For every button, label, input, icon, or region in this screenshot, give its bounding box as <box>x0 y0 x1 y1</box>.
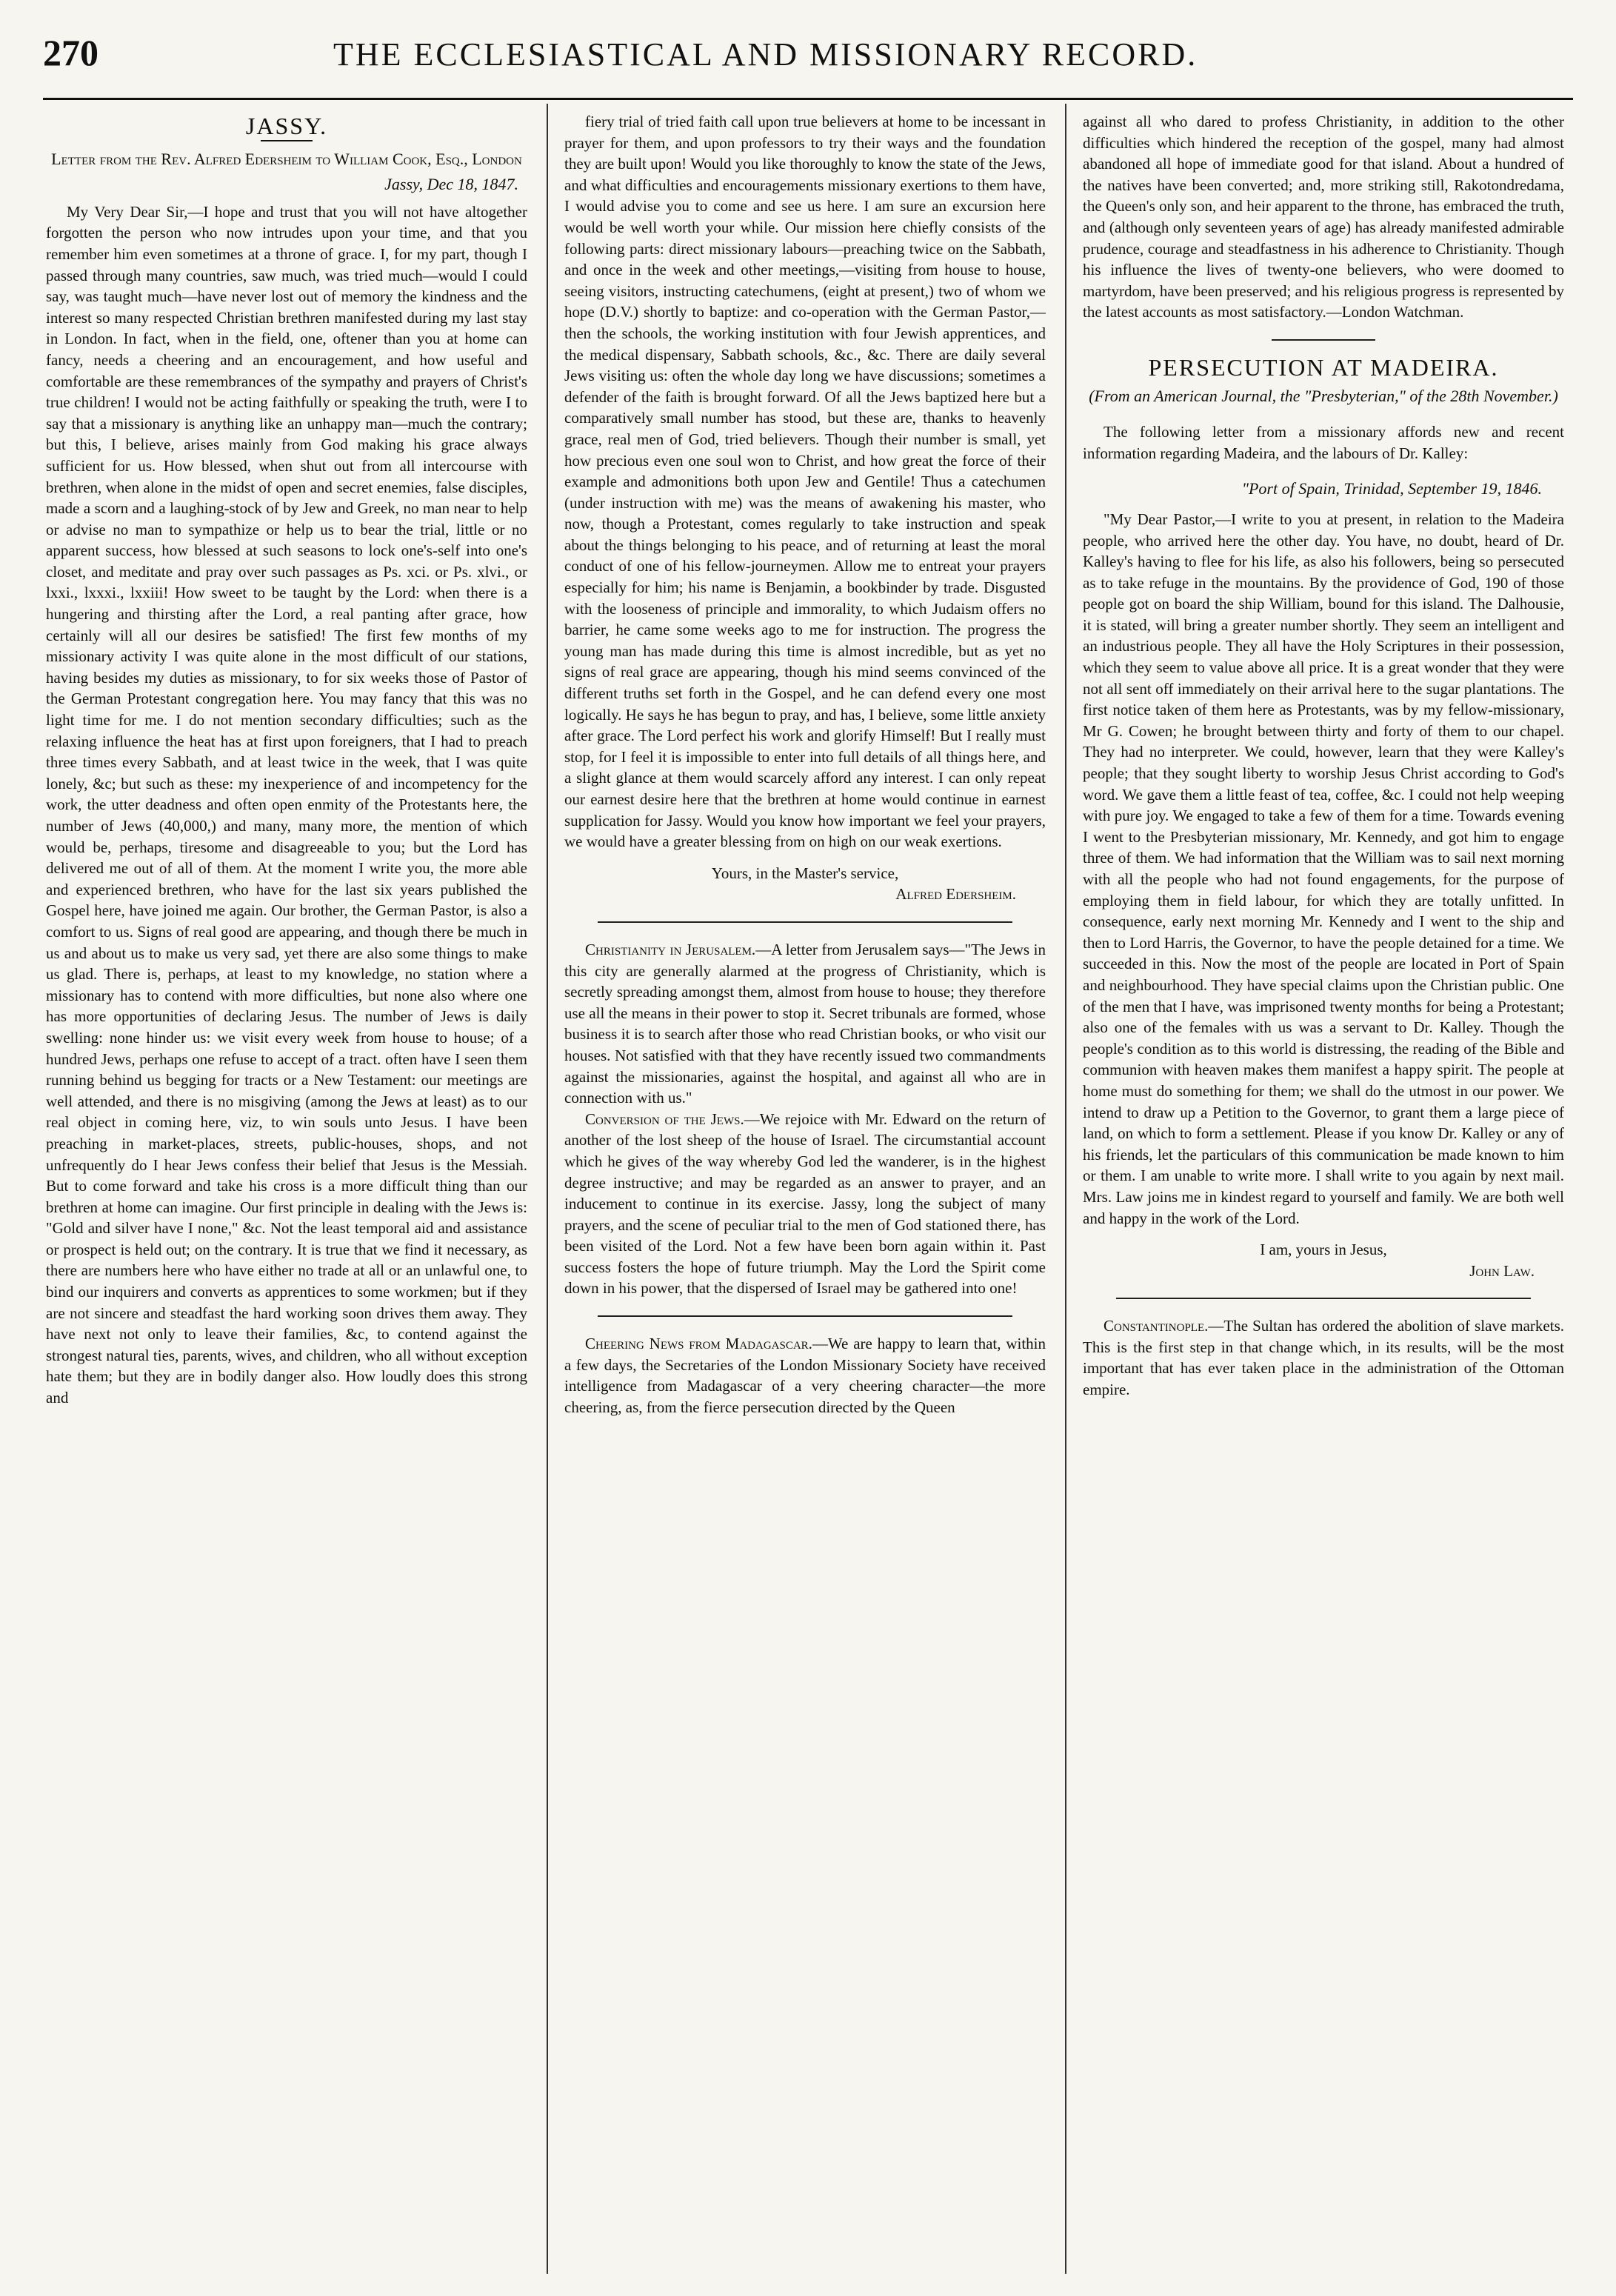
letter-body: My Very Dear Sir,—I hope and trust that you will not have altogether forgotten the person who now intrudes upon your time, and that you remember him even sometimes at a throne of grace. I, for my part, though I passed through many countries, saw much, was tried much—would I could say, was taught much—have never lost out of memory the kindness and the interest so many respected Christian brethren manifested during my last stay in London. In fact, when in the field, one, oftener than you at home can fancy, needs a cheering and an encouragement, and how useful and comfortable are these remembrances of the sympathy and prayers of Christ's true children! I would not be acting faithfully or speaking the truth, were I to say that a missionary is anything like an unhappy man—much the contrary; but this, I believe, arises mainly from God making his grace always sufficient for us. How blessed, when shut out from all intercourse with brethren, when alone in the midst of open and secret enemies, false disciples, made a scorn and a laughing-stock of by Jew and Greek, no man near to help or advise no man to sympathize or help us to bear the trial, little or no apparent success, how blessed at such seasons to lock one's-self into one's closet, and meditate and pray over such passages as Ps. xci. or Ps. xlvi., or lxxi., lxxxi., lxxiii! How sweet to be taught by the Lord: when there is a hungering and thirsting after the Lord, a real panting after grace, how certainly will all our desires be satisfied! The first few months of my missionary activity I was quite alone in the most difficult of our stations, having besides my duties as missionary, to for six weeks those of Pastor of the German Protestant congregation here. You may fancy that this was no light time for me. I do not mention secondary difficulties; such as the relaxing influence the heat has at first upon foreigners, that I had to preach three times every Sabbath, and at least twice in the week, that I was quite lonely, &c; but such as these: my inexperience of and incompetency for the work, the utter deadness and often open enmity of the Protestants here, the number of Jews (40,000,) and many, many more, the mention of which would be, perhaps, tiresome and disagreeable to you; but the Lord has delivered me out of all of them. At the moment I write you, the more able and experienced brethren, who have for the last six years published the Gospel here, have joined me again. Our brother, the German Pastor, is also a comfort to us. Signs of real good are appearing, and though there be much in us and about us to make us very sad, yet there are also some things to make us glad. There is, perhaps, at least to my knowledge, no station where a missionary has to contend with more difficulties, but none also where one has more opportunities of declaring Jesus. The number of Jews is daily swelling: none hinder us: we visit every week from house to house; of a hundred Jews, perhaps one refuse to accept of a tract. often have I seen them running behind us begging for tracts or a New Testament: our meetings are well attended, and there is no misgiving (among the Jews at least) as to our real object in coming here, viz, to win souls unto Jesus. I have been preaching in market-places, streets, public-houses, shops, and not unfrequently do I hear Jews confess their belief that Jesus is the Messiah. But to come forward and take his cross is a more difficult thing than our brethren at home can imagine. Our first principle in dealing with the Jews is: "Gold and silver have I none," &c. Not the least temporal aid and assistance or prospect is held out; on the contrary. It is true that we find it necessary, as there are numbers here who have either no trade at all or an unlawful one, to bind our inquirers and converts as apprentices to some workmen; but if they are not sincere and steadfast the hard working soon drives them away. They have next not only to leave their families, &c, to contend against the strongest natural ties, parents, wives, and children, who all without exception hate them; but they are in bodily danger also. How loudly does this strong and <box>46 202 527 1407</box>
news-item-lead: Constantinople. <box>1104 1317 1209 1335</box>
column-rule <box>547 104 548 2274</box>
intro-paragraph: The following letter from a missionary affords new and recent information regarding Madeira, and the labours of Dr. Kalley: <box>1083 423 1564 462</box>
column-rule <box>1065 104 1066 2274</box>
news-item-text: —We are happy to learn that, within a few days, the Secretaries of the London Missionary Society have received intelligence from Madagascar of a very cheering character—the more cheering, as, from the fierce persecution directed by the Queen <box>564 1335 1046 1416</box>
separator-rule <box>1116 1298 1531 1299</box>
column-middle <box>564 111 1046 2266</box>
news-item <box>564 1333 1046 1418</box>
page-number: 270 <box>43 32 99 73</box>
separator-rule <box>1272 339 1375 341</box>
column-left <box>46 111 527 2266</box>
title-rule <box>261 140 313 141</box>
letter-signature: John Law. <box>1469 1261 1535 1280</box>
letter-place-date: "Port of Spain, Trinidad, September 19, 1846. <box>1241 479 1542 498</box>
news-item-lead: Conversion of the Jews. <box>585 1109 744 1128</box>
article-continued: against all who dared to profess Christianity, in addition to the other difficulties which hindered the reception of the gospel, many had almost abandoned all hope of immediate good for that island. About a hundred of the natives have been converted; and, more striking still, Rakotondredama, the Queen's only son, and heir apparent to the throne, has embraced the truth, and (although only seventeen years of age) has already manifested admirable prudence, courage and steadfastness in his adherence to Christianity. Though his influence the lives of twenty-one believers, who were doomed to martyrdom, have been preserved; and his religious progress is represented by the latest accounts as most satisfactory.—London Watchman. <box>1083 113 1564 321</box>
letter-body: "My Dear Pastor,—I write to you at present, in relation to the Madeira people, who arrived here the other day. You have, no doubt, heard of Dr. Kalley's having to flee for his life, as also his followers, being so persecuted as to take refuge in the mountains. By the providence of God, 190 of those people got on board the ship William, bound for this island. The Dalhousie, it is stated, will bring a greater number shortly. They seem an intelligent and an industrious people. They all have the Holy Scriptures in their possession, which they seem to value above all price. It is a great wonder that they were not all sent off immediately on their arrival here to the sugar plantations. The first notice taken of them here as Protestants, was by my fellow-missionary, Mr G. Cowen; he brought between thirty and forty of them to our chapel. They had no interpreter. We could, however, learn that they were Kalley's people; that they sought liberty to worship Jesus Christ according to God's word. We gave them a little feast of tea, coffee, &c. I could not help weeping with pure joy. We engaged to take a few of them for a time. Towards evening I went to the Presbyterian missionary, Mr. Kennedy, and got him to engage three of them. We had information that the William was to sail next morning with all the people who had not found engagements, for the purpose of employing them in field labour, for which they are totally unfitted. In consequence, early next morning Mr. Kennedy and I went to the ship and then to Lord Harris, the Governor, to have the people detained for a time. We succeeded in this. Now the most of the people are located in Port of Spain and neighbourhood. They have special claims upon the Christian public. One of the men that I have, was imprisoned twenty months for being a Protestant; also one of the females with us was a servant to Dr. Kalley. Though the people's condition as to this world is distressing, the reading of the Bible and communion with heaven makes them manifest a happy spirit. The people at home must do something for them; we shall do the utmost in our power. We intend to draw up a Petition to the Governor, to grant them a large piece of land, on which to form a settlement. Please if you know Dr. Kalley or any of his friends, let the particulars of this communication be made known to him or them. I am unable to write more. I shall write to you again by next mail. Mrs. Law joins me in kindest regard to yourself and family. We are both well and happy in the work of the Lord. <box>1083 510 1564 1227</box>
separator-rule <box>598 1315 1012 1317</box>
running-head: THE ECCLESIASTICAL AND MISSIONARY RECORD. <box>333 36 1198 73</box>
news-item <box>1083 1315 1564 1400</box>
letter-closing: I am, yours in Jesus, <box>1260 1241 1387 1259</box>
section-title: PERSECUTION AT MADEIRA. <box>1148 353 1499 381</box>
separator-rule <box>598 921 1012 923</box>
column-right <box>1083 111 1564 2266</box>
letter-caption: Letter from the Rev. Alfred Edersheim to William Cook, Esq., London <box>51 149 522 168</box>
news-item-text: —We rejoice with Mr. Edward on the return of another of the lost sheep of the house of Israel. The circumstantial account which he gives of the way whereby God led the wanderer, is in the highest degree instructive; and may be regarded as an answer to prayer, and an inducement to continue in its exercise. Jassy, long the subject of many prayers, and the scene of peculiar trial to the men of God stationed there, has been visited of the Lord. Not a few have been born again within it. Past success fosters the hope of future triumph. May the Lord the Spirit come down in his power, that the dispersed of Israel may be gathered into one! <box>564 1109 1046 1298</box>
news-item <box>564 1109 1046 1299</box>
header-rule <box>43 98 1573 100</box>
section-subtitle: (From an American Journal, the "Presbyterian," of the 28th November.) <box>1089 386 1558 405</box>
letter-closing: Yours, in the Master's service, <box>711 864 899 882</box>
section-title: JASSY. <box>245 113 328 139</box>
news-item-text: —A letter from Jerusalem says—"The Jews in this city are generally alarmed at the progress of Christianity, which is secretly spreading amongst them, almost from house to house; they therefore use all the means in their power to stop it. Secret tribunals are formed, whose business it is to search after those who read Christian books, or who visit our houses. Not satisfied with that they have recently issued two commandments against the missionaries, against the hospital, and against all who are in connection with us." <box>564 940 1046 1107</box>
news-item <box>564 939 1046 1109</box>
news-item-lead: Cheering News from Madagascar. <box>585 1335 812 1353</box>
letter-body-continued: fiery trial of tried faith call upon true believers at home to be incessant in prayer for them, and upon professors to try their ways and the foundation they are built upon! Would you like thoroughly to know the state of the Jews, and what difficulties and encouragements missionary exertions to them have, I would advise you to come and see us here. I am sure an excursion here would be well worth your while. Our mission here chiefly consists of the following parts: direct missionary labours—preaching twice on the Sabbath, and once in the week and other meetings,—visiting from house to house, seeing visitors, instructing catechumens, (eight at present,) two of whom we hope (D.V.) shortly to baptize: and co-operation with the German Pastor,—then the schools, the working institution with four Jewish apprentices, and the medical dispensary, Sabbath schools, &c., &c. There are daily several Jews visiting us: often the whole day long we have discussions; sometimes a defender of the faith is brought forward. Of all the Jews baptized here but a comparatively small number has stood, but these are, thanks to heavenly grace, real men of God, tried believers. Though their number is small, yet how precious even one soul won to Christ, and how great the force of their example and admonitions both upon Jew and Gentile! Thus a catechumen (under instruction with me) was the means of awakening his master, who now, though a Protestant, comes regularly to take instruction and speak about the things belonging to his peace, and of returning at least the moral conduct of one of his fellow-journeymen. Allow me to entreat your prayers especially for him; his name is Benjamin, a bookbinder by trade. Disgusted with the looseness of principle and immorality, to which Judaism offers no barrier, he came some weeks ago to me for instruction. The progress the young man has made during this time is almost incredible, but as yet no signs of real grace are appearing, though his mind seems convinced of the different truths set forth in the Gospel, and he can defend every one most logically. He says he has begun to pray, and has, I believe, some little anxiety after grace. The Lord perfect his work and glorify Himself! But I really must stop, for I feel it is impossible to enter into full details of all things here, and a slight glance at them would scarcely afford any interest. I can only repeat our earnest desire here that the brethren at home would continue in earnest supplication for Jassy. Would you know how important we feel your prayers, we would have a greater blessing from on high on our weak exertions. <box>564 113 1046 851</box>
letter-signature: Alfred Edersheim. <box>895 885 1016 904</box>
dateline: Jassy, Dec 18, 1847. <box>384 175 518 194</box>
news-item-text: —The Sultan has ordered the abolition of slave markets. This is the first step in that change which, in its results, will be the most important that has ever taken place in the administration of the Ottoman empire. <box>1083 1317 1564 1399</box>
news-item-lead: Christianity in Jerusalem. <box>585 940 756 958</box>
